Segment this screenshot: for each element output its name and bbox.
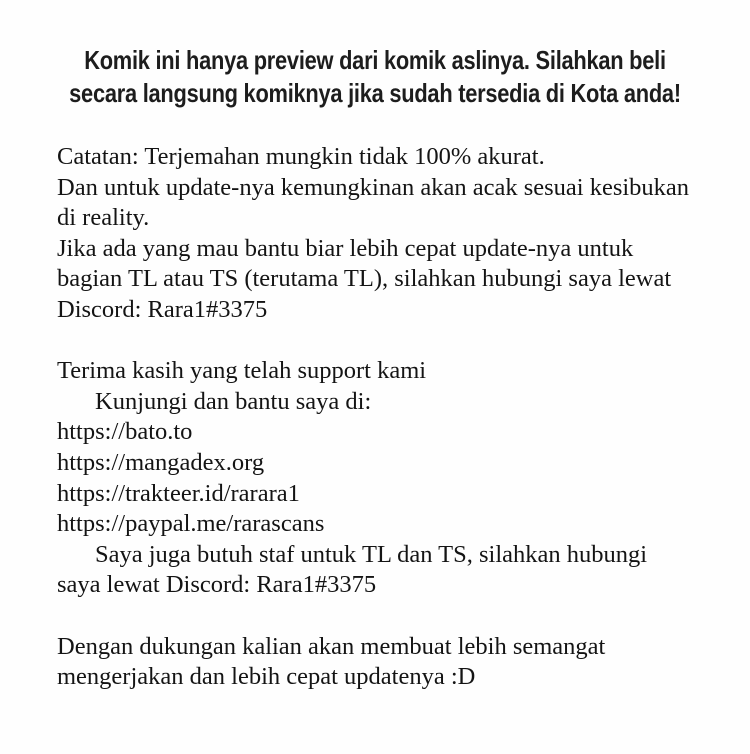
- visit-line: Kunjungi dan bantu saya di:: [95, 387, 372, 415]
- notes-paragraph: [57, 142, 710, 326]
- closing-line-1: Dengan dukungan kalian akan membuat lebih semangat: [57, 632, 606, 660]
- support-paragraph: [57, 356, 710, 601]
- url-bato: https://bato.to: [57, 418, 193, 446]
- discord-contact-line: Discord: Rara1#3375: [57, 295, 268, 323]
- preview-warning-line-1: Komik ini hanya preview dari komik aslinya. Silahkan beli: [84, 45, 666, 75]
- comic-preview-notice-page: [0, 44, 750, 754]
- thanks-line: Terima kasih yang telah support kami: [57, 357, 427, 385]
- note-update-line-1: Dan untuk update-nya kemungkinan akan acak sesuai kesibukan: [57, 173, 690, 201]
- url-paypal: https://paypal.me/rarascans: [57, 510, 325, 538]
- preview-warning-heading: [60, 44, 690, 110]
- staff-request-line-1: Saya juga butuh staf untuk TL dan TS, silahkan hubungi: [95, 540, 648, 568]
- help-request-line-2: bagian TL atau TS (terutama TL), silahkan hubungi saya lewat: [57, 265, 672, 293]
- url-trakteer: https://trakteer.id/rarara1: [57, 479, 300, 507]
- closing-line-2: mengerjakan dan lebih cepat updatenya :D: [57, 663, 476, 691]
- url-mangadex: https://mangadex.org: [57, 448, 265, 476]
- note-accuracy-line: Catatan: Terjemahan mungkin tidak 100% akurat.: [57, 143, 545, 170]
- staff-request-line-2: saya lewat Discord: Rara1#3375: [57, 571, 377, 599]
- notice-body: [57, 142, 710, 693]
- note-update-line-2: di reality.: [57, 204, 150, 232]
- help-request-line-1: Jika ada yang mau bantu biar lebih cepat update-nya untuk: [57, 234, 634, 262]
- preview-warning-line-2: secara langsung komiknya jika sudah tersedia di Kota anda!: [69, 78, 681, 108]
- closing-paragraph: [57, 632, 710, 693]
